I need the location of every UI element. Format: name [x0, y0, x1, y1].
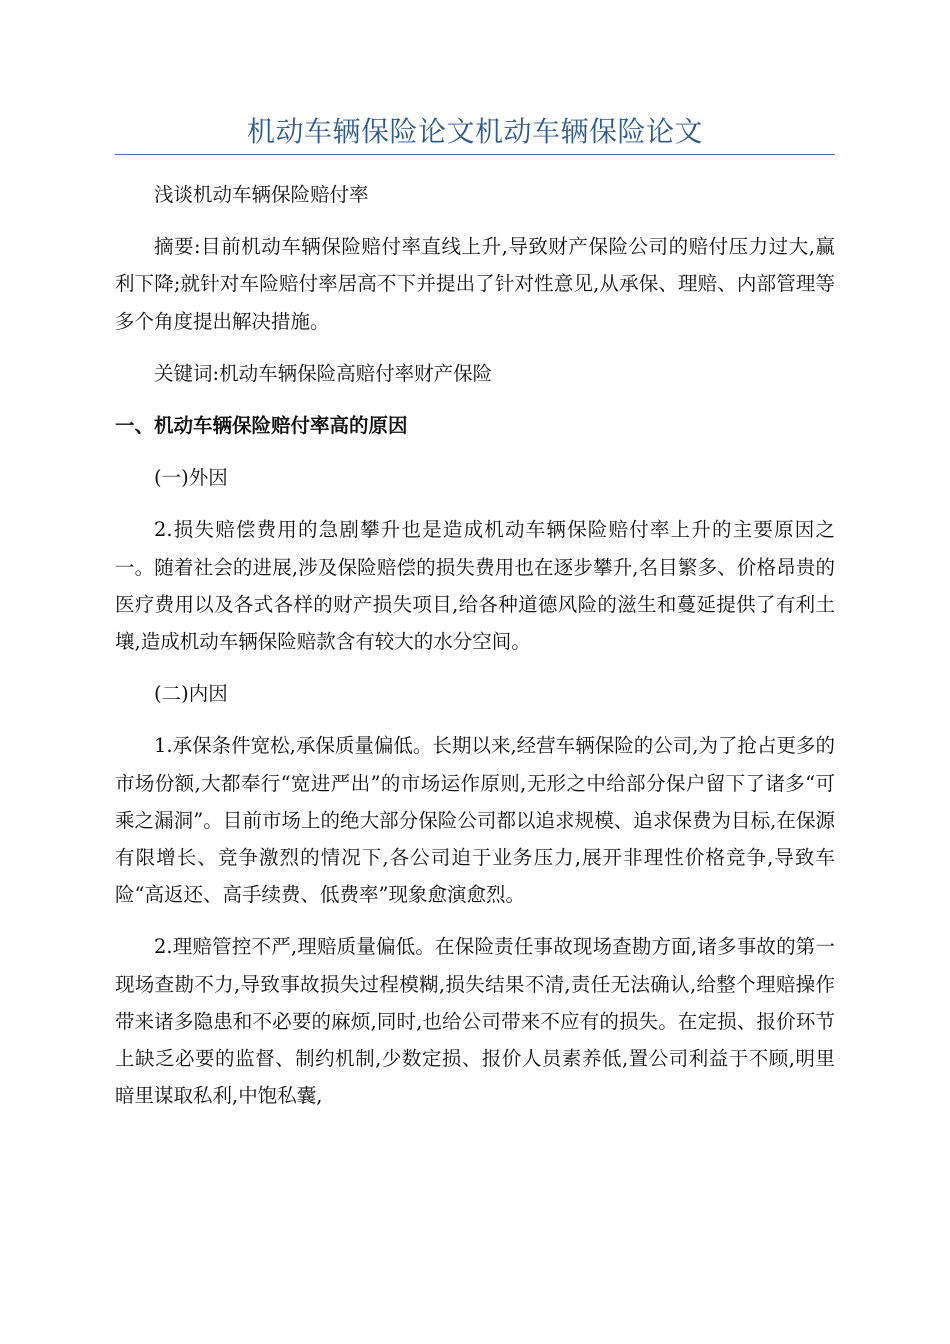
- document-title: 机动车辆保险论文机动车辆保险论文: [246, 115, 703, 148]
- body-paragraph: 2.损失赔偿费用的急剧攀升也是造成机动车辆保险赔付率上升的主要原因之一。随着社会的进展,涉及保险赔偿的损失费用也在逐步攀升,名目繁多、价格昂贵的医疗费用以及各式各样的财产损失项目,给各种道德风险的滋生和蔓延提供了有利土壤,造成机动车辆保险赔款含有较大的水分空间。: [115, 518, 835, 654]
- body-paragraph: 1.承保条件宽松,承保质量偏低。长期以来,经营车辆保险的公司,为了抢占更多的市场份额,大都奉行“宽进严出”的市场运作原则,无形之中给部分保户留下了诸多“可乘之漏洞”。目前市场上的绝大部分保险公司都以追求规模、追求保费为目标,在保源有限增长、竞争激烈的情况下,各公司迫于业务压力,展开非理性价格竞争,导致车险“高返还、高手续费、低费率”现象愈演愈烈。: [115, 734, 835, 907]
- subsection-heading-internal: (二)内因: [154, 682, 228, 706]
- document-body: [115, 176, 835, 1129]
- subtitle-paragraph: 浅谈机动车辆保险赔付率: [154, 183, 369, 206]
- section-heading: 一、机动车辆保险赔付率高的原因: [115, 414, 408, 438]
- title-underline: [115, 154, 835, 155]
- subsection-heading-external: (一)外因: [154, 466, 228, 490]
- abstract-paragraph: 摘要:目前机动车辆保险赔付率直线上升,导致财产保险公司的赔付压力过大,赢利下降;就针对车险赔付率居高不下并提出了针对性意见,从承保、理赔、内部管理等多个角度提出解决措施。: [115, 235, 835, 333]
- body-paragraph: 2.理赔管控不严,理赔质量偏低。在保险责任事故现场查勘方面,诸多事故的第一现场查勘不力,导致事故损失过程模糊,损失结果不清,责任无法确认,给整个理赔操作带来诸多隐患和不必要的麻烦,同时,也给公司带来不应有的损失。在定损、报价环节上缺乏必要的监督、制约机制,少数定损、报价人员素养低,置公司利益于不顾,明里暗里谋取私利,中饱私囊,: [115, 935, 835, 1108]
- keywords-paragraph: 关键词:机动车辆保险高赔付率财产保险: [154, 361, 493, 385]
